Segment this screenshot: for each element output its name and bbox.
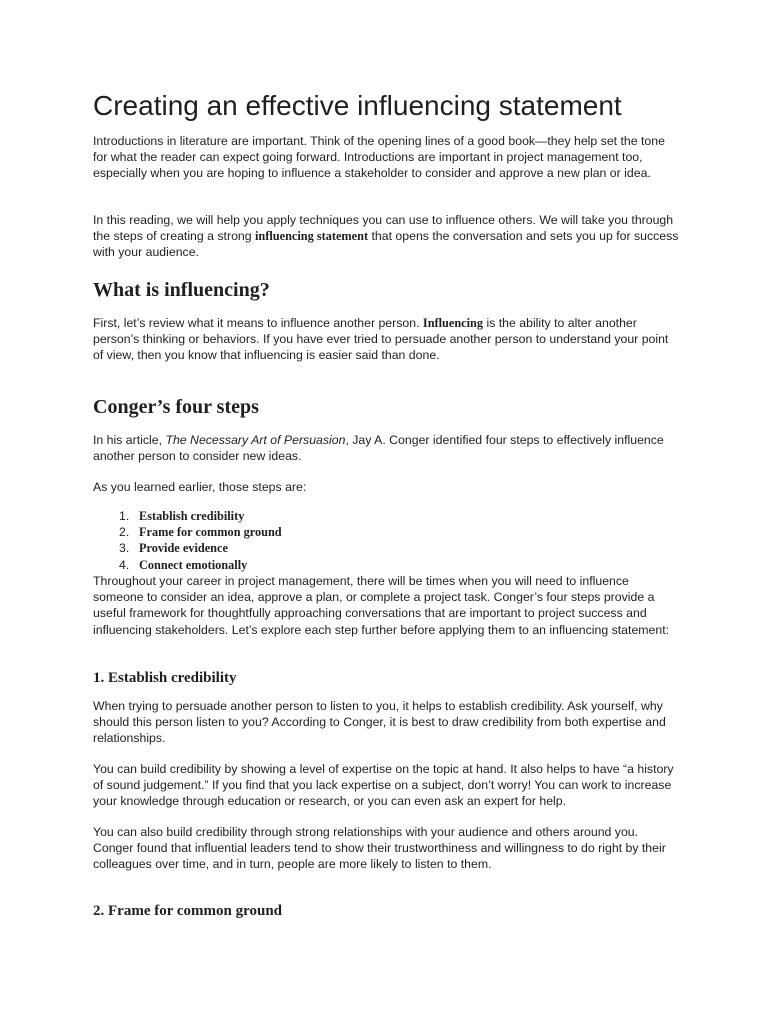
conger-paragraph-2: As you learned earlier, those steps are: (93, 480, 307, 494)
credibility-paragraph-1: When trying to persuade another person to listen to you, it helps to establish credibility. Ask yourself, why should this person listen to you? According to Conger, it is best to draw credibility from both expertise and relationships. (93, 699, 666, 746)
list-number: 4. (119, 557, 130, 572)
list-item-label: Establish credibility (139, 509, 245, 523)
credibility-paragraph-3: You can also build credibility through strong relationships with your audience and others around you. Conger found that influential leaders tend to show their trustworthiness and willingness to do right by their colleagues over time, and in turn, people are more likely to listen to them. (93, 825, 666, 872)
conger-paragraph-1 (93, 432, 681, 464)
list-item-label: Frame for common ground (139, 525, 282, 540)
four-steps-list (93, 508, 681, 573)
congers-four-steps-heading: Conger’s four steps (93, 396, 259, 418)
article-title: The Necessary Art of Persuasion (165, 433, 346, 447)
what-is-text-end: is the ability to alter another person’s thinking or behaviors. If you have ever tried to persuade another person to understand your point of view, then you know that influencing is easier said than done. (93, 316, 669, 363)
what-is-text-start: First, let’s review what it means to influence another person. (93, 316, 423, 330)
list-item-label: Connect emotionally (139, 557, 248, 572)
establish-credibility-heading: 1. Establish credibility (93, 670, 237, 686)
conger-p1-text-end: , Jay A. Conger identified four steps to effectively influence another person to consider new ideas. (93, 433, 664, 464)
credibility-paragraph-2: You can build credibility by showing a level of expertise on the topic at hand. It also helps to have “a history of sound judgement.” If you find that you lack expertise on a subject, don’t worry! You can work to increase your knowledge through education or research, or you can even ask an expert for help. (93, 762, 674, 809)
list-number: 1. (119, 509, 130, 523)
intro-paragraph-1: Introductions in literature are important. Think of the opening lines of a good book—they help set the tone for what the reader can expect going forward. Introductions are important in project management too, especially when you are hoping to influence a stakeholder to consider and approve a new plan or idea. (93, 134, 665, 181)
list-item (93, 508, 681, 524)
conger-p1-text-start: In his article, (93, 433, 166, 447)
intro-p2-text-end: that opens the conversation and sets you up for success with your audience. (93, 229, 679, 260)
list-item (93, 557, 681, 573)
list-item (93, 524, 681, 540)
influencing-term: Influencing (422, 316, 484, 330)
list-number: 3. (119, 541, 130, 556)
influencing-statement-term: influencing statement (255, 229, 369, 244)
intro-paragraph-2 (93, 212, 681, 261)
frame-common-ground-heading: 2. Frame for common ground (93, 903, 283, 919)
conger-paragraph-3: Throughout your career in project management, there will be times when you will need to influence someone to consider an idea, approve a plan, or complete a project task. Conger’s four steps provide a useful framework for thoughtfully approaching conversations that are important to project success and influencing stakeholders. Let’s explore each step further before applying them to an influencing statement: (93, 574, 670, 637)
page-title: Creating an effective influencing statement (93, 90, 622, 121)
list-item-label: Provide evidence (139, 541, 228, 556)
intro-p2-text-start: In this reading, we will help you apply techniques you can use to influence others. We will take you through the steps of creating a strong (93, 213, 674, 244)
what-is-influencing-paragraph (93, 315, 681, 364)
what-is-influencing-heading: What is influencing? (93, 279, 270, 301)
list-item (93, 540, 681, 556)
list-number: 2. (119, 525, 130, 540)
